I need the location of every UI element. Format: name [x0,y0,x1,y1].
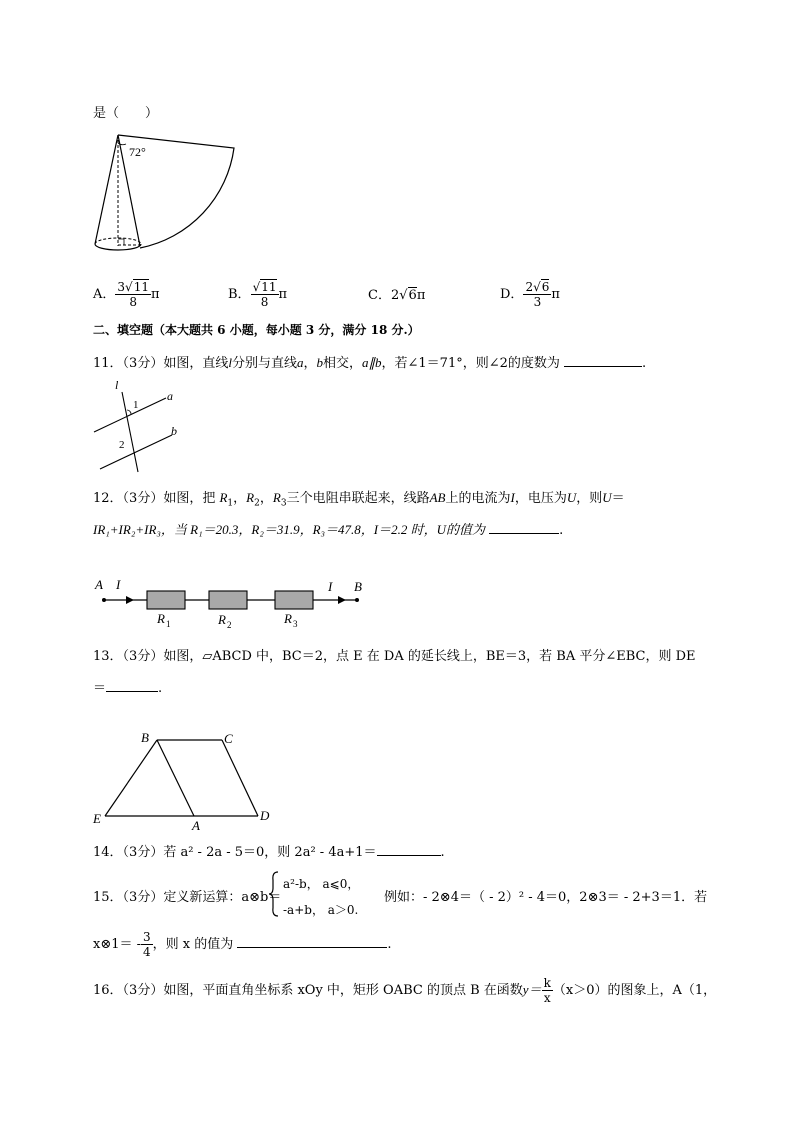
q15-line1: 15．（3分）定义新运算：a⊗b＝ [93,890,282,905]
svg-text:I: I [116,577,121,592]
q14-answer-blank[interactable] [377,843,441,856]
q16-text: 16．（3分）如图，平面直角坐标系 xOy 中，矩形 OABC 的顶点 B 在函数y＝ $\frac{k}{x}$ （x＞0）的图象上，A（1， [93,976,717,1005]
resistor-r1 [147,591,185,609]
svg-text:R: R [157,611,165,626]
cone-left-edge [95,135,118,244]
svg-text:2: 2 [227,620,232,630]
right-angle-mark [118,239,124,245]
circuit-figure [92,575,372,630]
q12-line2: IR₁+IR₂+IR₃，当 R₁＝20.3，R₂＝31.9，R₃＝47.8，I＝2.2 时，U的值为 . [93,522,564,538]
label-1: 1 [133,399,139,411]
svg-text:A: A [95,577,103,592]
option-d[interactable]: D． $\frac{2√6}{3}$ π [500,280,560,309]
parallelogram-figure [88,728,278,833]
line-a [94,398,166,432]
q15-example: 例如：- 2⊗4＝（ - 2）² - 4＝0，2⊗3＝ - 2+3＝1．若 [384,890,708,905]
label-l: l [115,380,119,392]
option-c[interactable]: C．2√6π [368,288,426,303]
resistor-r3 [275,591,313,609]
q15-case2: -a+b， a＞0. [283,903,359,917]
q14-text: 14．（3分）若 a² - 2a - 5＝0，则 2a² - 4a+1＝ . [93,845,445,860]
q13-answer-blank[interactable] [106,679,158,692]
q12-answer-blank[interactable] [489,521,559,534]
q15-answer-blank[interactable] [237,935,387,948]
q15-case1: a²-b， a⩽0， [283,877,360,891]
svg-text:D: D [260,808,270,823]
q10-tail: 是（ ） [93,106,159,121]
svg-text:R: R [218,612,226,627]
section-title: 二、填空题（本大题共 6 小题，每小题 3 分，满分 18 分.） [93,323,420,337]
svg-text:R: R [284,611,292,626]
q13-line2: ＝ . [93,681,163,696]
q11-text: 11．（3分）如图，直线l分别与直线a，b相交，a∥b，若∠1＝71°，则∠2的度数为 . [93,355,647,371]
brace-icon [268,870,280,918]
svg-text:B: B [141,730,149,745]
cone-figure [88,128,248,256]
q15-line2: x⊗1＝ - $\frac{3}{4}$ ，则 x 的值为 . [93,930,392,959]
q11-answer-blank[interactable] [564,354,642,367]
svg-text:1: 1 [166,619,171,629]
label-2: 2 [119,439,125,451]
svg-text:E: E [93,811,101,826]
option-b[interactable]: B． $\frac{√11}{8}$ π [228,280,288,309]
svg-text:A: A [192,818,200,833]
q12-line1: 12．（3分）如图，把 $R_1$，$R_2$，$R_3$三个电阻串联起来，线路AB上的电流为I，电压为U，则U＝ [93,490,625,509]
svg-text:C: C [224,731,233,746]
svg-text:I: I [328,579,333,594]
angle-label: 72° [129,145,146,159]
q13-line1: 13．（3分）如图，▱ABCD 中，BC＝2，点 E 在 DA 的延长线上，BE＝3，若 BA 平分∠EBC，则 DE [93,649,696,664]
resistor-r2 [209,591,247,609]
label-b: b [171,424,177,438]
label-a: a [167,389,173,403]
svg-text:3: 3 [293,619,298,629]
option-a[interactable]: A． $\frac{3√11}{8}$ π [93,280,160,309]
q11-figure [90,380,190,475]
svg-text:B: B [354,579,362,594]
